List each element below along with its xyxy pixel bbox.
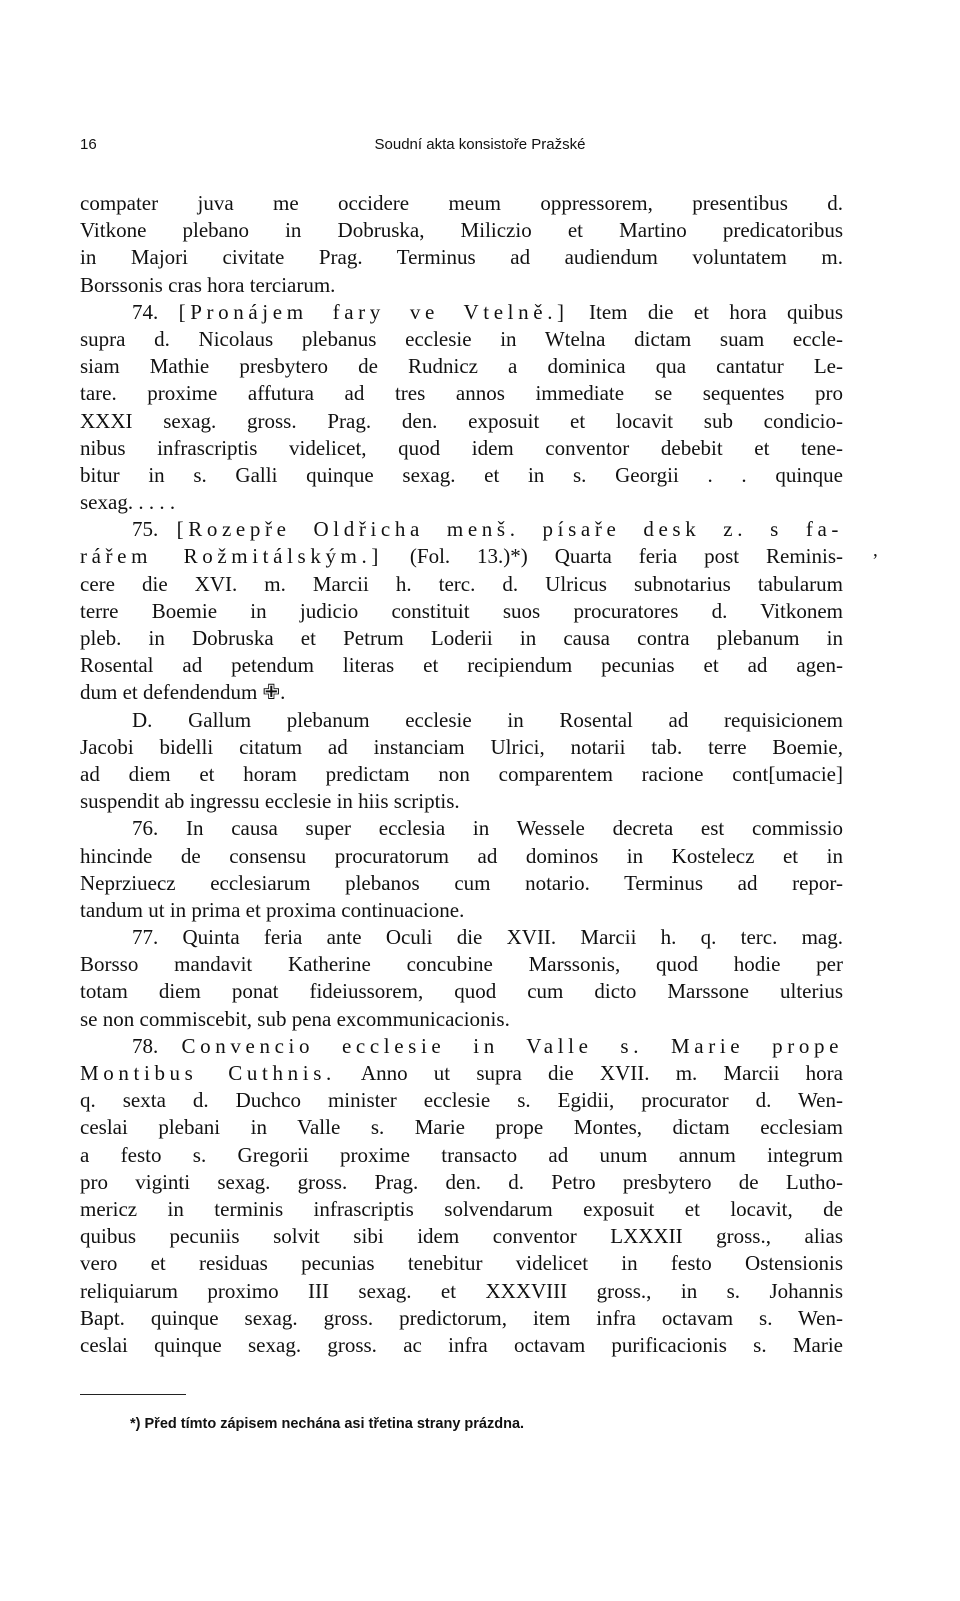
text-line bbox=[80, 516, 843, 543]
entry-heading: [Pronájem fary ve Vtelně.] bbox=[178, 299, 569, 324]
entry-heading: rářem Rožmitálským.] bbox=[80, 544, 383, 569]
page-number: 16 bbox=[80, 136, 97, 153]
line-text: 76. In causa super ecclesia in Wessele decreta est commissio bbox=[132, 816, 843, 841]
entry-number: 75. bbox=[132, 517, 177, 542]
line-text: sexag. . . . . bbox=[80, 490, 176, 515]
text-line bbox=[80, 788, 843, 815]
text-line bbox=[80, 380, 843, 407]
text-line bbox=[80, 1169, 843, 1196]
entry-heading: Convencio ecclesie in Valle s. Marie prope bbox=[181, 1033, 844, 1058]
text-line bbox=[80, 1223, 843, 1250]
text-line bbox=[80, 217, 843, 244]
text-line bbox=[80, 679, 843, 706]
entry-number: 78. bbox=[132, 1033, 182, 1058]
text-line bbox=[80, 978, 843, 1005]
footnote-rule bbox=[80, 1394, 186, 1395]
line-text: in Majori civitate Prag. Terminus ad audiendum voluntatem m. bbox=[80, 245, 843, 270]
line-text: ad diem et horam predictam non comparentem racione cont[umacie] bbox=[80, 761, 843, 786]
line-text: Rosental ad petendum literas et recipiendum pecunias et ad agen- bbox=[80, 653, 843, 678]
line-text: ceslai plebani in Valle s. Marie prope Montes, dictam ecclesiam bbox=[80, 1115, 843, 1140]
text-line bbox=[80, 897, 843, 924]
body-text bbox=[80, 190, 843, 1359]
text-line bbox=[80, 1305, 843, 1332]
line-text: supra d. Nicolaus plebanus ecclesie in Wtelna dictam suam eccle- bbox=[80, 326, 843, 351]
line-text: cere die XVI. m. Marcii h. terc. d. Ulricus subnotarius tabularum bbox=[80, 571, 843, 596]
line-text: terre Boemie in judicio constituit suos procuratores d. Vitkonem bbox=[80, 598, 843, 623]
line-text: se non commiscebit, sub pena excommunicacionis. bbox=[80, 1006, 510, 1031]
text-line bbox=[80, 1196, 843, 1223]
line-text: dum et defendendum ✙. bbox=[80, 680, 286, 705]
line-text: ceslai quinque sexag. gross. ac infra octavam purificacionis s. Marie bbox=[80, 1332, 843, 1357]
line-text: q. sexta d. Duchco minister ecclesie s. Egidii, procurator d. Wen- bbox=[80, 1088, 843, 1113]
text-line bbox=[80, 707, 843, 734]
text-line bbox=[80, 1332, 843, 1359]
line-text: Bapt. quinque sexag. gross. predictorum, item infra octavam s. Wen- bbox=[80, 1305, 843, 1330]
footnote: *) Před tímto zápisem nechána asi třetina strany prázdna. bbox=[130, 1416, 525, 1432]
text-line bbox=[80, 652, 843, 679]
text-line bbox=[80, 1006, 843, 1033]
text-line bbox=[80, 815, 843, 842]
text-line bbox=[80, 1250, 843, 1277]
line-text: siam Mathie presbytero de Rudnicz a dominica qua cantatur Le- bbox=[80, 354, 843, 379]
text-line bbox=[80, 924, 843, 951]
line-text: 77. Quinta feria ante Oculi die XVII. Marcii h. q. terc. mag. bbox=[132, 925, 843, 950]
line-text: reliquiarum proximo III sexag. et XXXVIII gross., in s. Johannis bbox=[80, 1278, 843, 1303]
line-text: vero et residuas pecunias tenebitur videlicet in festo Ostensionis bbox=[80, 1251, 843, 1276]
line-text: Borssonis cras hora terciarum. bbox=[80, 272, 336, 297]
line-text: Item die et hora quibus bbox=[568, 299, 843, 324]
text-line bbox=[80, 734, 843, 761]
text-line bbox=[80, 843, 843, 870]
text-line bbox=[80, 870, 843, 897]
line-text: pleb. in Dobruska et Petrum Loderii in causa contra plebanum in bbox=[80, 626, 843, 650]
text-line bbox=[80, 353, 843, 380]
line-text: Jacobi bidelli citatum ad instanciam Ulrici, notarii tab. terre Boemie, bbox=[80, 734, 843, 759]
text-line bbox=[80, 571, 843, 598]
line-text: Anno ut supra die XVII. m. Marcii hora bbox=[335, 1061, 843, 1085]
line-text: Vitkone plebano in Dobruska, Miliczio et Martino predicatoribus bbox=[80, 218, 843, 243]
line-text: quibus pecuniis solvit sibi idem conventor LXXXII gross., alias bbox=[80, 1224, 843, 1249]
line-text: pro viginti sexag. gross. Prag. den. d. Petro presbytero de Lutho- bbox=[80, 1169, 843, 1194]
text-line bbox=[80, 1142, 843, 1169]
text-line bbox=[80, 1278, 843, 1305]
text-line bbox=[80, 244, 843, 271]
line-text: a festo s. Gregorii proxime transacto ad unum annum integrum bbox=[80, 1142, 843, 1167]
text-line bbox=[80, 951, 843, 978]
text-line bbox=[80, 1060, 843, 1087]
text-line bbox=[80, 543, 843, 570]
text-line bbox=[80, 272, 843, 299]
text-line bbox=[80, 1087, 843, 1114]
line-text: totam diem ponat fideiussorem, quod cum dicto Marssone ulterius bbox=[80, 979, 843, 1004]
entry-heading: [Rozepře Oldřicha menš. písaře desk z. s fa- bbox=[176, 517, 844, 542]
line-text: tare. proxime affutura ad tres annos immediate se sequentes pro bbox=[80, 381, 843, 406]
line-text: bitur in s. Galli quinque sexag. et in s. Georgii . . quinque bbox=[80, 462, 843, 487]
line-text: Borsso mandavit Katherine concubine Marssonis, quod hodie per bbox=[80, 952, 843, 977]
text-line bbox=[80, 1114, 843, 1141]
text-line bbox=[80, 489, 843, 516]
text-line bbox=[80, 761, 843, 788]
text-line bbox=[80, 598, 843, 625]
line-text: (Fol. 13.)*) Quarta feria post Reminis- bbox=[383, 544, 843, 569]
entry-heading: Montibus Cuthnis. bbox=[80, 1061, 336, 1085]
text-line bbox=[80, 625, 843, 652]
line-text: compater juva me occidere meum oppressorem, presentibus d. bbox=[80, 191, 843, 215]
marginal-mark: , bbox=[873, 540, 878, 561]
line-text: XXXI sexag. gross. Prag. den. exposuit et locavit sub condicio- bbox=[80, 408, 843, 433]
text-line bbox=[80, 1033, 843, 1060]
running-title: Soudní akta konsistoře Pražské bbox=[374, 136, 586, 153]
entry-number: 74. bbox=[132, 299, 179, 324]
text-line bbox=[80, 190, 843, 217]
text-line bbox=[80, 462, 843, 489]
text-line bbox=[80, 435, 843, 462]
line-text: nibus infrascriptis videlicet, quod idem conventor debebit et tene- bbox=[80, 435, 843, 460]
line-text: hincinde de consensu procuratorum ad dominos in Kostelecz et in bbox=[80, 843, 843, 868]
running-head bbox=[80, 136, 880, 160]
line-text: mericz in terminis infrascriptis solvendarum exposuit et locavit, de bbox=[80, 1196, 843, 1221]
line-text: D. Gallum plebanum ecclesie in Rosental ad requisicionem bbox=[132, 707, 843, 732]
text-line bbox=[80, 326, 843, 353]
text-line bbox=[80, 408, 843, 435]
line-text: suspendit ab ingressu ecclesie in hiis scriptis. bbox=[80, 789, 460, 814]
line-text: tandum ut in prima et proxima continuacione. bbox=[80, 897, 465, 922]
line-text: Neprziuecz ecclesiarum plebanos cum notario. Terminus ad repor- bbox=[80, 870, 843, 895]
text-line bbox=[80, 299, 843, 326]
